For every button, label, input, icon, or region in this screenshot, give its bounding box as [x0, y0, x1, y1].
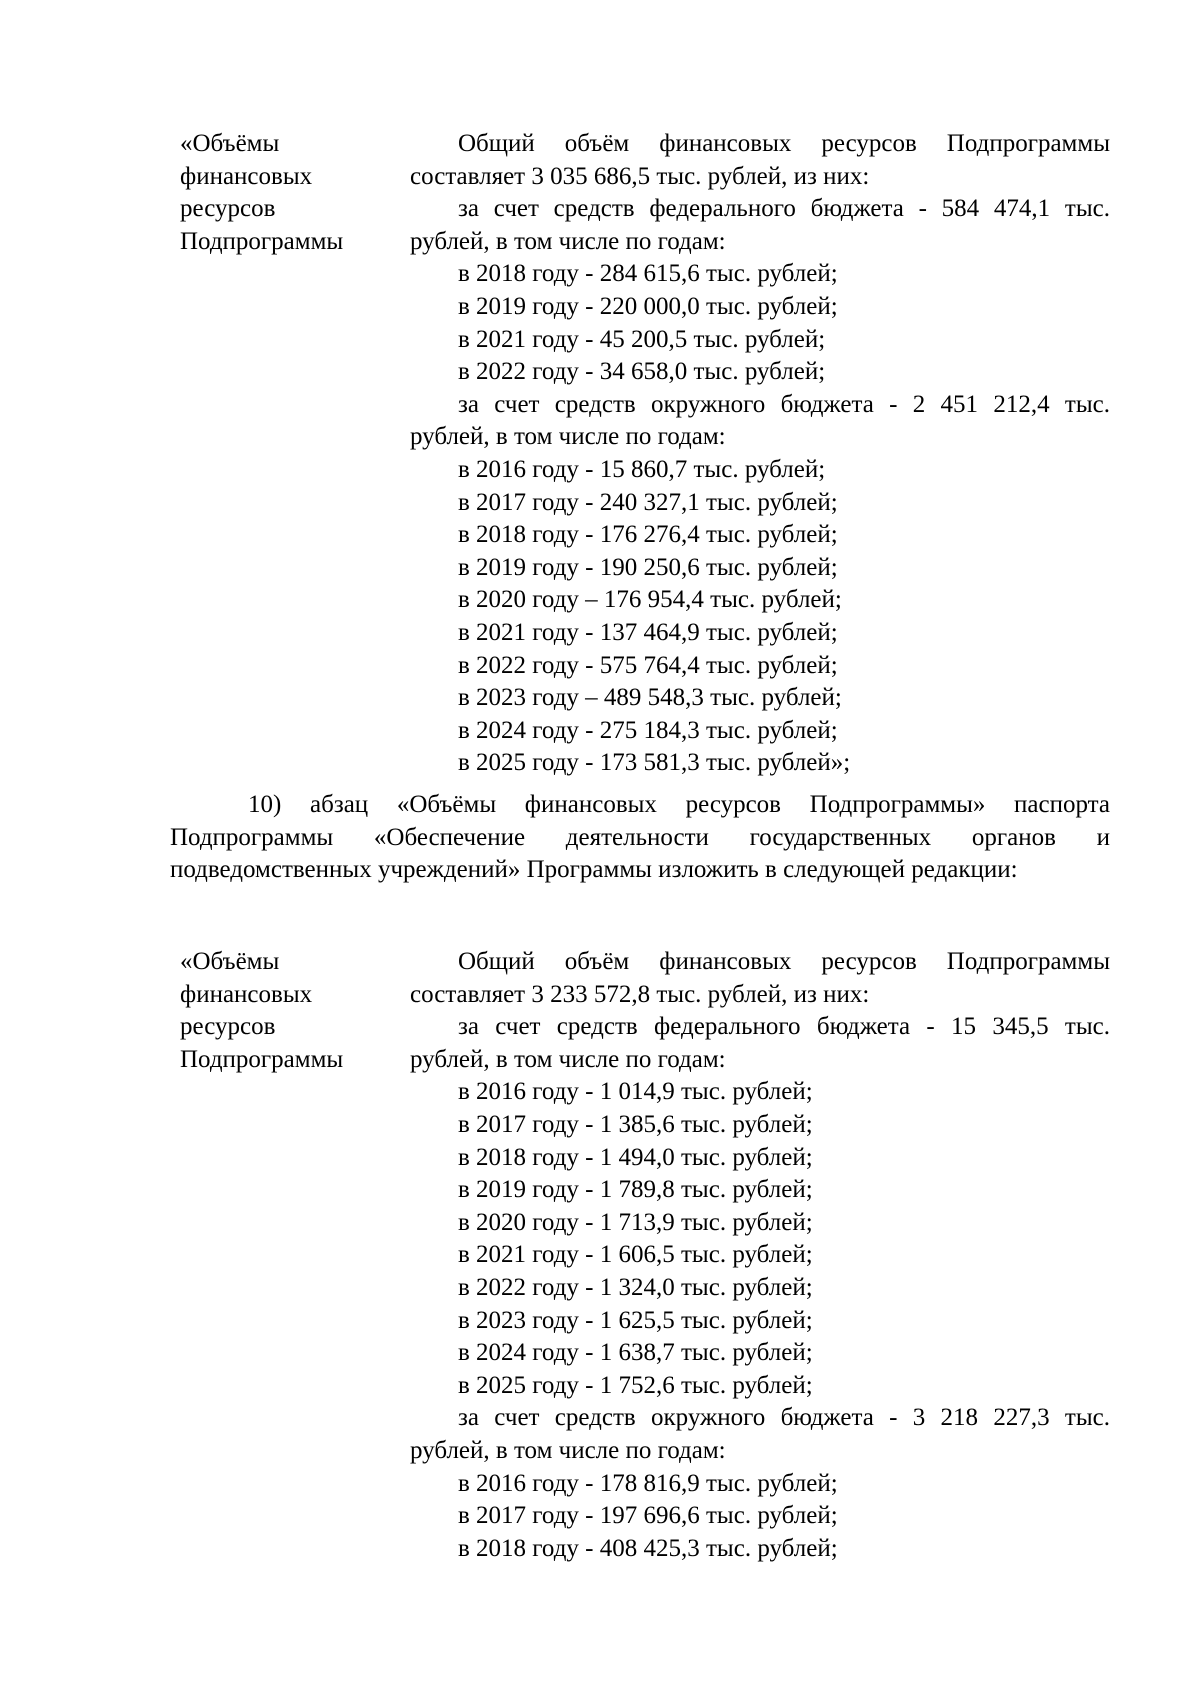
federal-year-line: в 2021 году - 1 606,5 тыс. рублей; — [458, 1241, 813, 1269]
label-line: ресурсов — [180, 1013, 276, 1041]
federal-year-line: в 2025 году - 1 752,6 тыс. рублей; — [458, 1371, 813, 1399]
total-intro: Общий объём финансовых ресурсов Подпрограммы составляет 3 233 572,8 тыс. рублей, из них: — [410, 948, 1110, 1008]
federal-year-line: в 2019 году - 1 789,8 тыс. рублей; — [458, 1176, 813, 1204]
label-line: Подпрограммы — [180, 227, 344, 255]
financing-label-1 — [180, 128, 410, 780]
federal-year-line: в 2018 году - 284 615,6 тыс. рублей; — [458, 260, 838, 288]
federal-year-line: в 2022 году - 1 324,0 тыс. рублей; — [458, 1273, 813, 1301]
label-line: «Объёмы — [180, 948, 280, 975]
district-year-line: в 2024 году - 275 184,3 тыс. рублей; — [458, 716, 838, 744]
financing-content-1 — [410, 128, 1110, 780]
district-year-line: в 2017 году - 197 696,6 тыс. рублей; — [458, 1502, 838, 1530]
total-intro: Общий объём финансовых ресурсов Подпрограммы составляет 3 035 686,5 тыс. рублей, из них: — [410, 130, 1110, 190]
federal-year-line: в 2018 году - 1 494,0 тыс. рублей; — [458, 1143, 813, 1171]
label-line: финансовых — [180, 980, 313, 1008]
financing-content-2 — [410, 946, 1110, 1565]
district-year-line: в 2021 году - 137 464,9 тыс. рублей; — [458, 618, 838, 646]
district-year-line: в 2016 году - 178 816,9 тыс. рублей; — [458, 1469, 838, 1497]
federal-year-line: в 2020 году - 1 713,9 тыс. рублей; — [458, 1208, 813, 1236]
district-year-line: в 2022 году - 575 764,4 тыс. рублей; — [458, 651, 838, 679]
label-line: финансовых — [180, 162, 313, 190]
label-line: ресурсов — [180, 195, 276, 223]
federal-year-line: в 2021 году - 45 200,5 тыс. рублей; — [458, 325, 826, 353]
financing-label-2 — [180, 946, 410, 1565]
federal-year-line: в 2024 году - 1 638,7 тыс. рублей; — [458, 1339, 813, 1367]
district-year-line: в 2018 году - 408 425,3 тыс. рублей; — [458, 1534, 838, 1562]
federal-year-line: в 2023 году - 1 625,5 тыс. рублей; — [458, 1306, 813, 1334]
financing-block-1 — [180, 128, 1110, 780]
amendment-paragraph: 10) абзац «Объёмы финансовых ресурсов Подпрограммы» паспорта Подпрограммы «Обеспечение деятельности государственных органов и подведомственных учреждений» Программы изложить в следующей редакции: — [170, 791, 1110, 884]
district-year-line: в 2020 году – 176 954,4 тыс. рублей; — [458, 586, 842, 614]
district-intro: за счет средств окружного бюджета - 2 451 212,4 тыс. рублей, в том числе по годам: — [410, 390, 1110, 451]
label-line: «Объёмы — [180, 130, 280, 157]
federal-intro: за счет средств федерального бюджета - 15 345,5 тыс. рублей, в том числе по годам: — [410, 1013, 1110, 1073]
district-year-line: в 2025 году - 173 581,3 тыс. рублей»; — [458, 749, 851, 777]
district-year-line: в 2018 году - 176 276,4 тыс. рублей; — [458, 521, 838, 549]
district-year-line: в 2019 году - 190 250,6 тыс. рублей; — [458, 553, 838, 581]
federal-year-line: в 2022 году - 34 658,0 тыс. рублей; — [458, 358, 826, 386]
federal-year-line: в 2019 году - 220 000,0 тыс. рублей; — [458, 292, 838, 320]
district-year-line: в 2017 году - 240 327,1 тыс. рублей; — [458, 488, 838, 516]
label-line: Подпрограммы — [180, 1045, 344, 1073]
federal-year-line: в 2016 году - 1 014,9 тыс. рублей; — [458, 1078, 813, 1106]
federal-intro: за счет средств федерального бюджета - 584 474,1 тыс. рублей, в том числе по годам: — [410, 195, 1110, 255]
district-year-line: в 2023 году – 489 548,3 тыс. рублей; — [458, 684, 842, 712]
federal-year-line: в 2017 году - 1 385,6 тыс. рублей; — [458, 1110, 813, 1138]
district-year-line: в 2016 году - 15 860,7 тыс. рублей; — [458, 455, 826, 483]
financing-block-2 — [180, 946, 1110, 1565]
district-intro: за счет средств окружного бюджета - 3 218 227,3 тыс. рублей, в том числе по годам: — [410, 1404, 1110, 1464]
